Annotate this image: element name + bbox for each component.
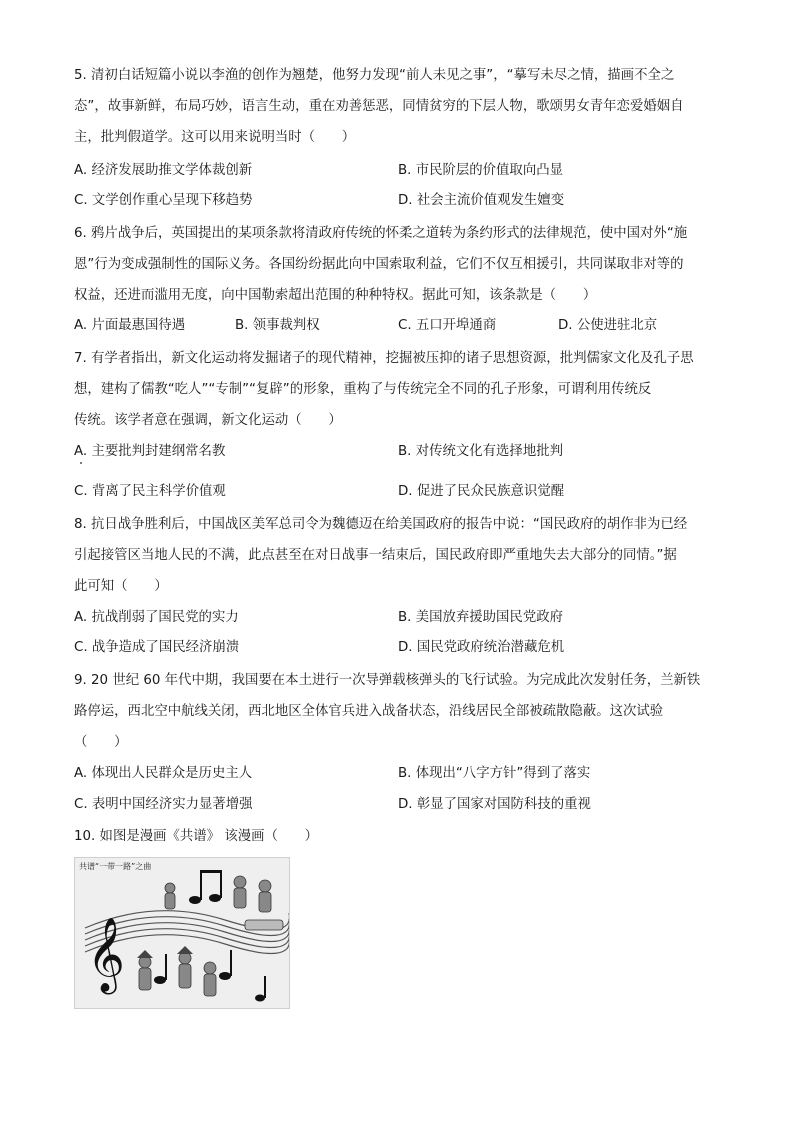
- q9-line-2: 路停运，西北空中航线关闭，西北地区全体官兵进入战备状态，沿线居民全部被疏散隐蔽。这次试验: [74, 704, 664, 719]
- q9-option-a[interactable]: A. 体现出人民群众是历史主人: [74, 766, 253, 781]
- q10-line-1: 10. 如图是漫画《共谱》 该漫画（ ）: [74, 829, 319, 844]
- q8-option-d[interactable]: D. 国民党政府统治潜藏危机: [398, 640, 565, 655]
- q7-line-3: 传统。该学者意在强调，新文化运动（ ）: [74, 413, 342, 428]
- q7-line-1: 7. 有学者指出，新文化运动将发掘诸子的现代精神，挖掘被压抑的诸子思想资源，批判儒家文化及孔子思: [74, 351, 694, 366]
- q5-option-c[interactable]: C. 文学创作重心呈现下移趋势: [74, 193, 253, 208]
- q6-line-2: 恩”行为变成强制性的国际义务。各国纷纷据此向中国索取利益，它们不仅互相援引，共同谋取非对等的: [74, 257, 684, 272]
- q6-option-b[interactable]: B. 领事裁判权: [235, 318, 320, 333]
- q5-line-2: 态”，故事新鲜，布局巧妙，语言生动，重在劝善惩恶，同情贫穷的下层人物，歌颂男女青年恋爱婚姻自: [74, 99, 684, 114]
- q6-option-d[interactable]: D. 公使进驻北京: [558, 318, 658, 333]
- q9-option-b[interactable]: B. 体现出“八字方针”得到了落实: [398, 766, 591, 781]
- q7-line-2: 想，建构了儒教“吃人”“专制”“复辟”的形象，重构了与传统完全不同的孔子形象，可谓利用传统反: [74, 382, 652, 397]
- q6-option-c[interactable]: C. 五口开埠通商: [398, 318, 497, 333]
- q8-line-2: 引起接管区当地人民的不满，此点甚至在对日战事一结束后，国民政府即严重地失去大部分的同情。”据: [74, 548, 677, 563]
- q9-line-1: 9. 20 世纪 60 年代中期，我国要在本土进行一次导弹载核弹头的飞行试验。为完成此次发射任务，兰新铁: [74, 673, 701, 688]
- q7-option-b[interactable]: B. 对传统文化有选择地批判: [398, 444, 563, 459]
- q9-line-3: （ ）: [74, 735, 128, 750]
- stray-dot: [80, 462, 82, 464]
- q5-line-3: 主，批判假道学。这可以用来说明当时（ ）: [74, 130, 356, 145]
- q7-option-c[interactable]: C. 背离了民主科学价值观: [74, 484, 226, 499]
- q5-option-d[interactable]: D. 社会主流价值观发生嬗变: [398, 193, 565, 208]
- q8-option-c[interactable]: C. 战争造成了国民经济崩溃: [74, 640, 240, 655]
- cartoon-caption: 共谱“一带一路”之曲: [79, 862, 152, 871]
- q5-line-1: 5. 清初白话短篇小说以李渔的创作为翘楚，他努力发现“前人未见之事”，“摹写未尽之情，描画不全之: [74, 68, 675, 83]
- q9-option-d[interactable]: D. 彰显了国家对国防科技的重视: [398, 797, 591, 812]
- q5-option-b[interactable]: B. 市民阶层的价值取向凸显: [398, 163, 563, 178]
- cartoon-illustration: [75, 858, 289, 1008]
- q8-line-3: 此可知（ ）: [74, 579, 168, 594]
- q9-option-c[interactable]: C. 表明中国经济实力显著增强: [74, 797, 253, 812]
- cartoon-image: [74, 857, 290, 1009]
- q5-option-a[interactable]: A. 经济发展助推文学体裁创新: [74, 163, 253, 178]
- q8-option-b[interactable]: B. 美国放弃援助国民党政府: [398, 610, 563, 625]
- q7-option-a[interactable]: A. 主要批判封建纲常名教: [74, 444, 226, 459]
- q6-line-3: 权益，还进而滥用无度，向中国勒索超出范围的种种特权。据此可知，该条款是（ ）: [74, 288, 597, 303]
- q6-option-a[interactable]: A. 片面最惠国待遇: [74, 318, 186, 333]
- q6-line-1: 6. 鸦片战争后，英国提出的某项条款将清政府传统的怀柔之道转为条约形式的法律规范，使中国对外“施: [74, 226, 688, 241]
- q8-option-a[interactable]: A. 抗战削弱了国民党的实力: [74, 610, 239, 625]
- svg-text:𝄞: 𝄞: [87, 918, 125, 992]
- q7-option-d[interactable]: D. 促进了民众民族意识觉醒: [398, 484, 565, 499]
- q8-line-1: 8. 抗日战争胜利后，中国战区美军总司令为魏德迈在给美国政府的报告中说：“国民政府的胡作非为已经: [74, 517, 688, 532]
